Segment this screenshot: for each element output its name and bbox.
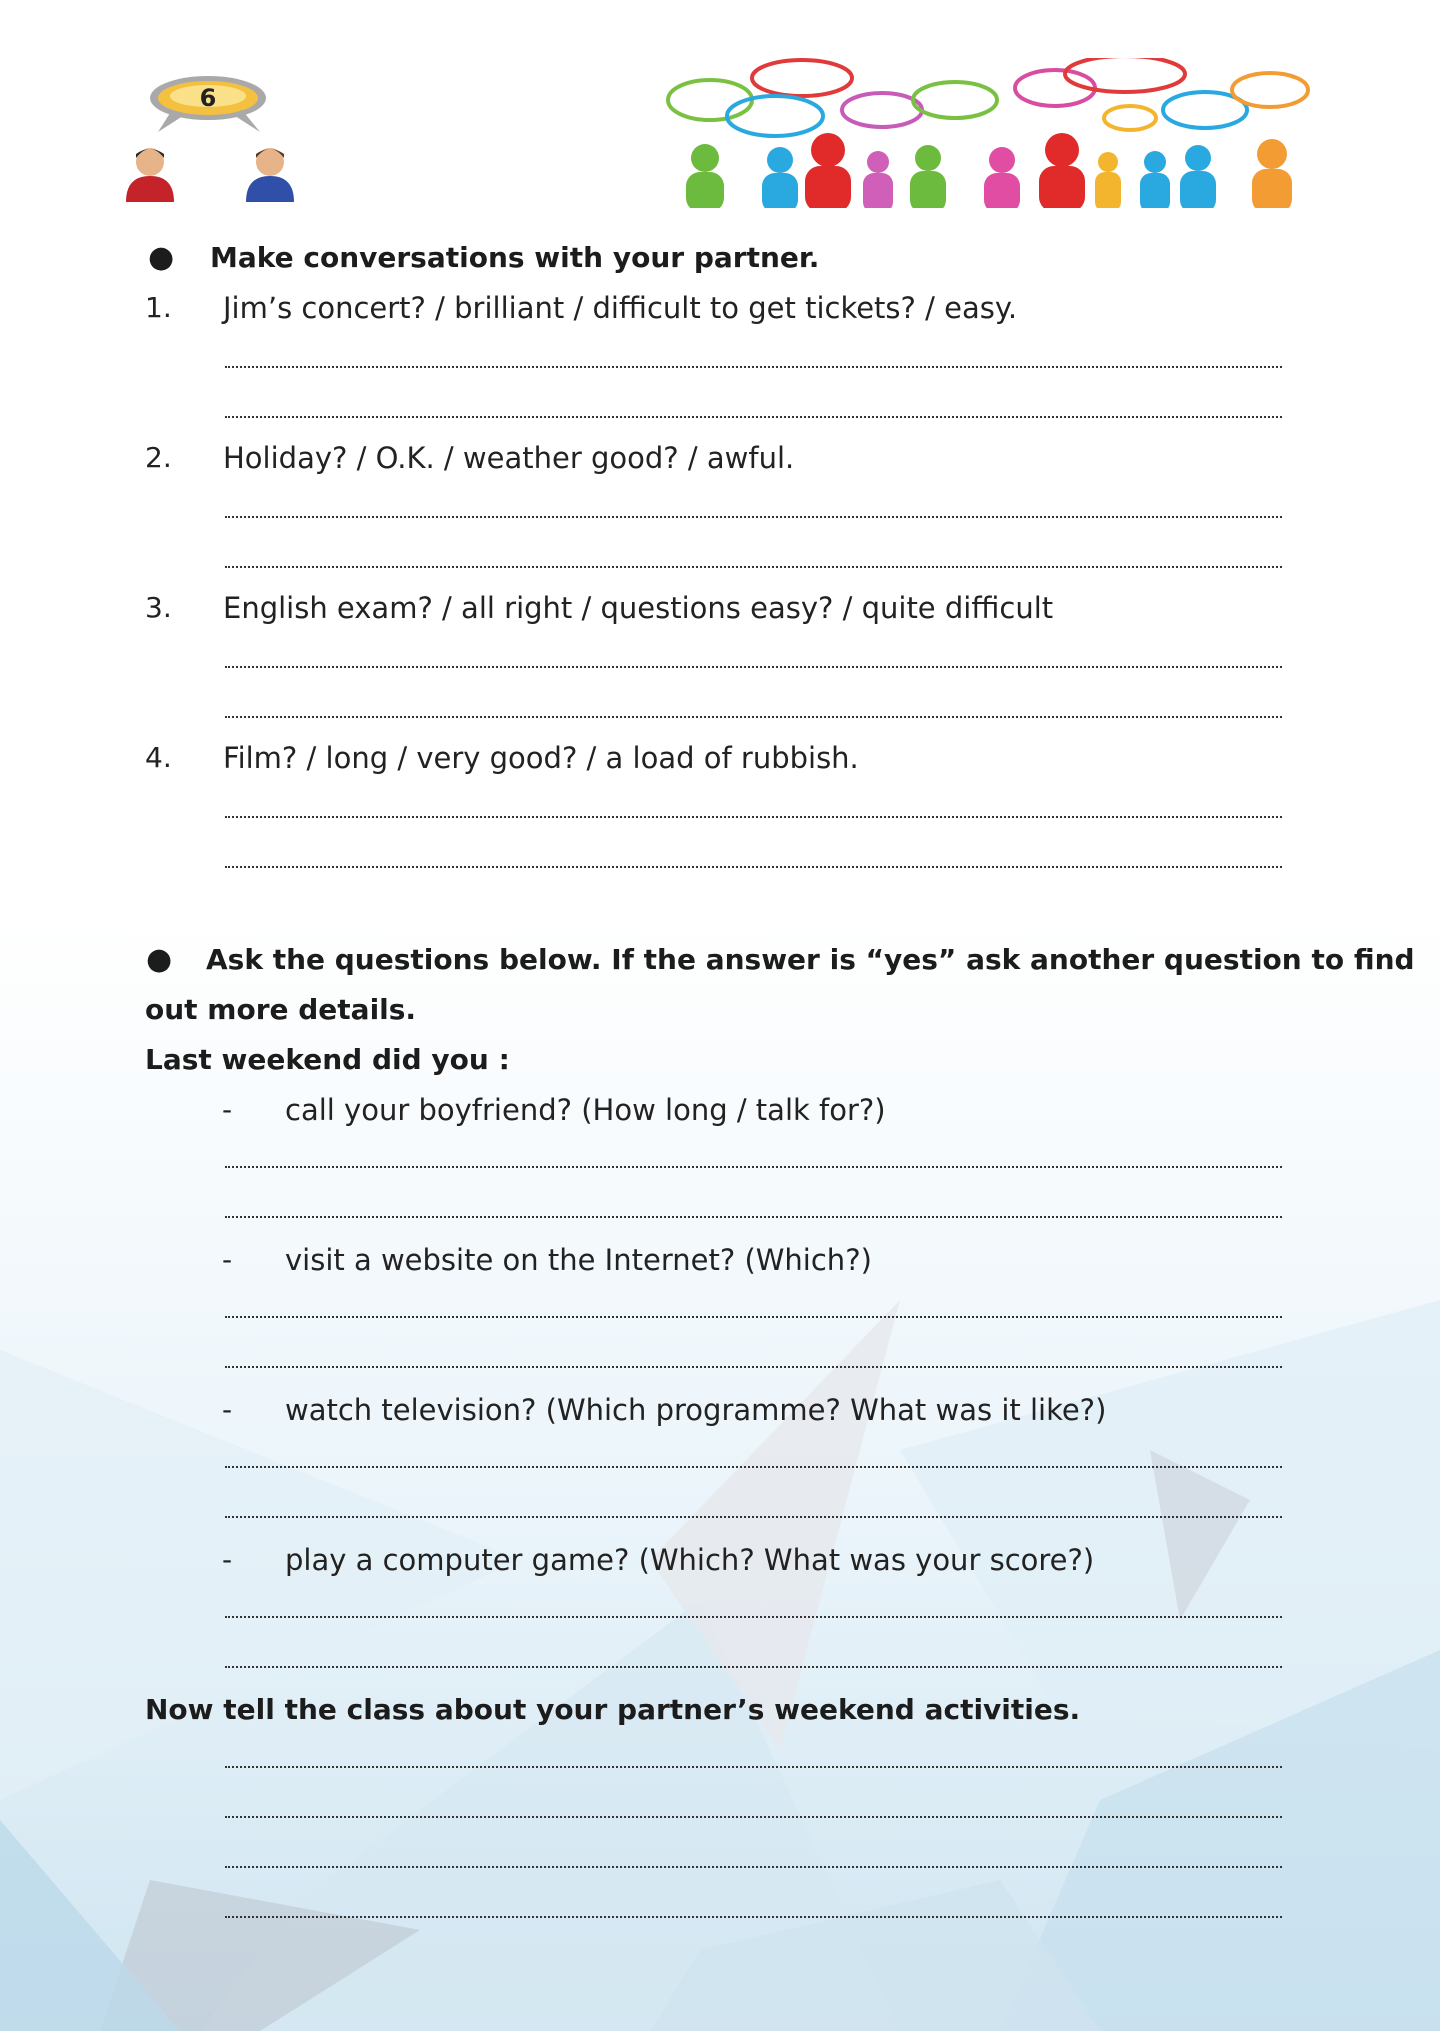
answer-line[interactable] (225, 416, 1282, 418)
conversation-prompt-3: English exam? / all right / questions easy? / quite difficult (223, 591, 1054, 625)
section2-heading-line2: out more details. (145, 993, 417, 1026)
answer-line[interactable] (225, 1916, 1282, 1918)
dash-marker: - (222, 1243, 233, 1276)
answer-line[interactable] (225, 1216, 1282, 1218)
answer-line[interactable] (225, 366, 1282, 368)
bullet-1: ● (148, 240, 175, 275)
answer-line[interactable] (225, 566, 1282, 568)
answer-line[interactable] (225, 1466, 1282, 1468)
conversation-prompt-2: Holiday? / O.K. / weather good? / awful. (223, 441, 795, 475)
item-number: 4. (145, 741, 172, 774)
question-1: call your boyfriend? (How long / talk for?) (285, 1093, 886, 1127)
section2-heading-line1: Ask the questions below. If the answer is “yes” ask another question to find (206, 943, 1415, 976)
item-number: 2. (145, 441, 172, 474)
dash-marker: - (222, 1093, 233, 1126)
dash-marker: - (222, 1543, 233, 1576)
answer-line[interactable] (225, 1866, 1282, 1868)
answer-line[interactable] (225, 1766, 1282, 1768)
question-3: watch television? (Which programme? What was it like?) (285, 1393, 1107, 1427)
answer-line[interactable] (225, 866, 1282, 868)
speaking-badge-icon (120, 70, 310, 205)
conversation-prompt-4: Film? / long / very good? / a load of rubbish. (223, 741, 859, 775)
answer-line[interactable] (225, 1816, 1282, 1818)
conversation-prompt-1: Jim’s concert? / brilliant / difficult to get tickets? / easy. (223, 291, 1018, 325)
section1-heading: Make conversations with your partner. (210, 241, 820, 274)
answer-line[interactable] (225, 1666, 1282, 1668)
question-2: visit a website on the Internet? (Which?) (285, 1243, 872, 1277)
answer-line[interactable] (225, 516, 1282, 518)
section2-subheading: Last weekend did you : (145, 1043, 510, 1076)
dash-marker: - (222, 1393, 233, 1426)
badge-number: 6 (199, 84, 217, 112)
people-chatting-illustration (660, 58, 1315, 208)
closing-instruction: Now tell the class about your partner’s weekend activities. (145, 1693, 1081, 1726)
answer-line[interactable] (225, 716, 1282, 718)
answer-line[interactable] (225, 816, 1282, 818)
bullet-2: ● (146, 942, 173, 977)
item-number: 1. (145, 291, 172, 324)
answer-line[interactable] (225, 1616, 1282, 1618)
answer-line[interactable] (225, 666, 1282, 668)
item-number: 3. (145, 591, 172, 624)
answer-line[interactable] (225, 1366, 1282, 1368)
answer-line[interactable] (225, 1166, 1282, 1168)
answer-line[interactable] (225, 1516, 1282, 1518)
question-4: play a computer game? (Which? What was your score?) (285, 1543, 1095, 1577)
answer-line[interactable] (225, 1316, 1282, 1318)
